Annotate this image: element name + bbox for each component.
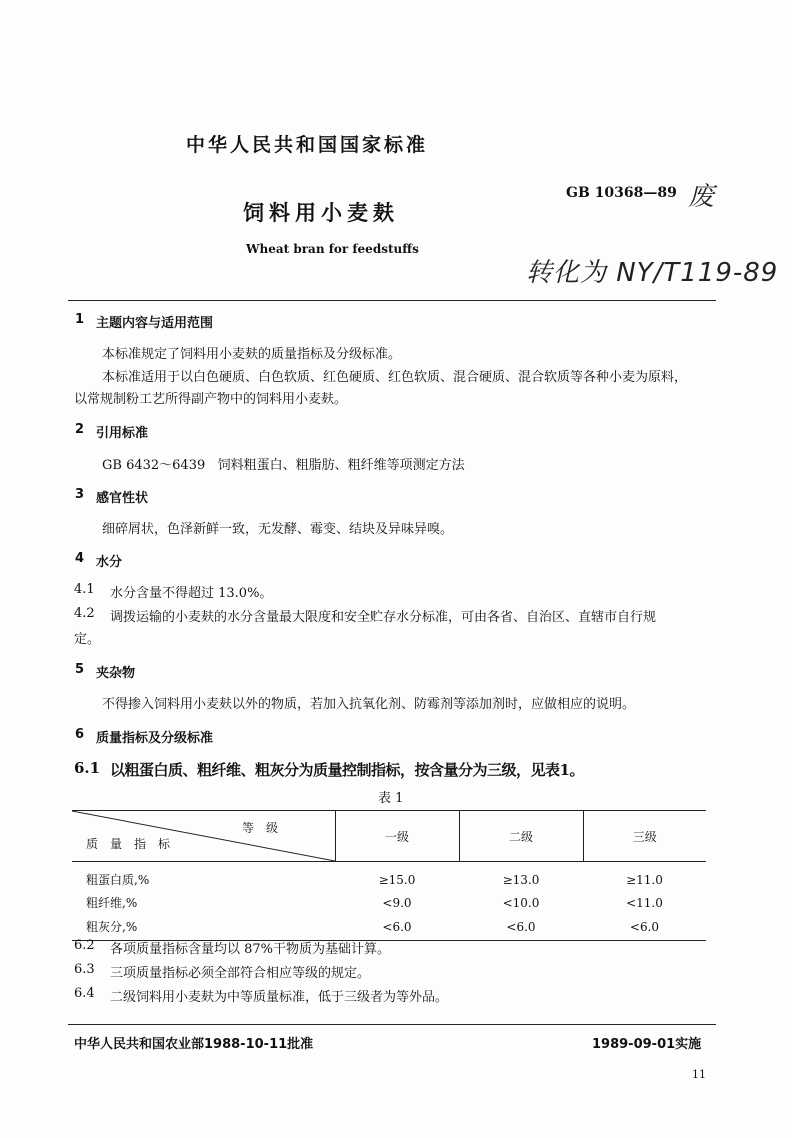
table-row-crude-ash (72, 914, 706, 940)
section-2-title: 引用标准 (96, 426, 149, 441)
table-caption: 表 1 (378, 791, 404, 806)
item-4-2-text-a: 调拨运输的小麦麸的水分含量最大限度和安全贮存水分标准，可由各省、自治区、直辖市自行规 (110, 610, 657, 625)
item-6-1-text: 以粗蛋白质、粗纤维、粗灰分为质量控制指标，按含量分为三级，见表1。 (110, 761, 584, 779)
section-2-number: 2 (75, 422, 85, 437)
cell-value: <10.0 (502, 895, 540, 910)
item-6-2-text: 各项质量指标含量均以 87%干物质为基础计算。 (110, 942, 391, 957)
cell-value: ≥15.0 (378, 872, 416, 887)
item-4-2-text-b: 定。 (74, 632, 101, 647)
cell-value: <6.0 (335, 914, 459, 940)
doc-title: 饲料用小麦麸 (243, 201, 399, 225)
item-6-3-text: 三项质量指标必须全部符合相应等级的规定。 (110, 966, 371, 981)
table-row-crude-protein (72, 862, 706, 892)
cell-value: <11.0 (626, 895, 663, 910)
section-3-title: 感官性状 (96, 491, 149, 506)
section-6-title: 质量指标及分级标准 (96, 731, 214, 746)
section-5-number: 5 (75, 662, 85, 677)
column-header-grade-1: 一级 (335, 811, 459, 862)
section-1-number: 1 (75, 312, 85, 327)
table-header-row (72, 811, 706, 862)
header-index-label: 质 量 指 标 (86, 837, 171, 851)
section-1-para-2a: 本标准适用于以白色硬质、白色软质、红色硬质、红色软质、混合硬质、混合软质等各种小麦为原料， (102, 370, 688, 385)
page-number: 11 (692, 1068, 706, 1081)
section-1-para-1: 本标准规定了饲料用小麦麸的质量指标及分级标准。 (102, 347, 402, 362)
item-4-1-number: 4.1 (74, 582, 95, 597)
section-4-title: 水分 (96, 555, 123, 570)
cell-value: ≥11.0 (626, 872, 663, 887)
table-diagonal-header-cell (72, 811, 335, 862)
item-6-2-number: 6.2 (74, 938, 95, 953)
footer-rule (68, 1024, 716, 1025)
section-4-number: 4 (75, 551, 85, 566)
org-title: 中华人民共和国国家标准 (186, 134, 429, 156)
item-6-4-text: 二级饲料用小麦麸为中等质量标准，低于三级者为等外品。 (110, 990, 449, 1005)
section-2-para-1: GB 6432～6439 饲料粗蛋白、粗脂肪、粗纤维等项测定方法 (102, 458, 465, 473)
section-3-para-1: 细碎屑状，色泽新鲜一致，无发酵、霉变、结块及异味异嗅。 (102, 522, 454, 537)
cell-value: <6.0 (459, 914, 583, 940)
standard-number: GB 10368—89 (566, 185, 677, 201)
cell-value: <6.0 (583, 914, 706, 940)
quality-grade-table (72, 810, 706, 941)
section-5-title: 夹杂物 (96, 666, 136, 681)
english-title: Wheat bran for feedstuffs (246, 242, 419, 256)
row-label: 粗灰分,% (72, 914, 335, 940)
row-label: 粗纤维,% (86, 896, 138, 910)
column-header-grade-2: 二级 (459, 811, 583, 862)
item-4-2-number: 4.2 (74, 606, 95, 621)
section-1-para-2b: 以常规制粉工艺所得副产物中的饲料用小麦麸。 (74, 392, 348, 407)
handwritten-mark: 废 (688, 182, 715, 212)
section-6-number: 6 (75, 727, 85, 742)
section-1-title: 主题内容与适用范围 (96, 316, 214, 331)
cell-value: <9.0 (382, 895, 412, 910)
item-4-1-text: 水分含量不得超过 13.0%。 (110, 586, 273, 601)
section-3-number: 3 (75, 487, 85, 502)
item-6-3-number: 6.3 (74, 962, 95, 977)
section-5-para-1: 不得掺入饲料用小麦麸以外的物质，若加入抗氧化剂、防霉剂等添加剂时，应做相应的说明。 (102, 697, 636, 712)
header-grade-label: 等 级 (242, 821, 279, 835)
handwritten-note: 转化为 NY/T119-89 (526, 258, 779, 288)
header-rule (68, 300, 716, 301)
implementation-date: 1989-09-01实施 (592, 1037, 702, 1052)
item-6-4-number: 6.4 (74, 986, 95, 1001)
cell-value: ≥13.0 (502, 872, 540, 887)
row-label: 粗蛋白质,% (86, 873, 150, 887)
column-header-grade-3: 三级 (583, 811, 706, 862)
table-row-crude-fiber (72, 891, 706, 914)
approval-line: 中华人民共和国农业部1988-10-11批准 (74, 1037, 314, 1052)
item-6-1-number: 6.1 (74, 759, 101, 777)
